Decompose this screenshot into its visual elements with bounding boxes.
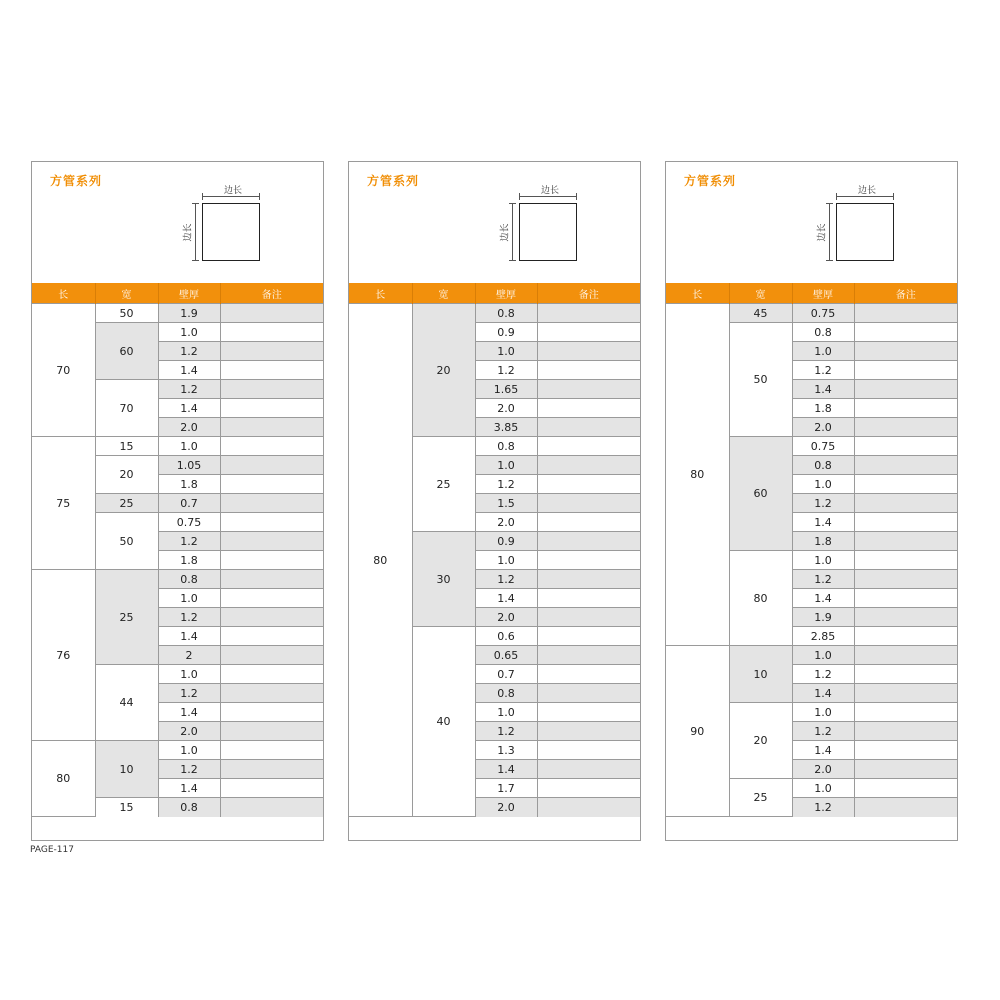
notes-cell bbox=[220, 513, 323, 532]
header-thickness: 壁厚 bbox=[475, 283, 537, 304]
thickness-cell: 1.8 bbox=[792, 399, 854, 418]
thickness-cell: 1.4 bbox=[158, 779, 220, 798]
notes-cell bbox=[220, 342, 323, 361]
notes-cell bbox=[220, 361, 323, 380]
width-cell: 80 bbox=[729, 551, 792, 646]
left-dimension-line bbox=[512, 203, 513, 261]
header-thickness: 壁厚 bbox=[158, 283, 220, 304]
notes-cell bbox=[220, 703, 323, 722]
left-dimension-label: 边长 bbox=[500, 223, 511, 242]
notes-cell bbox=[854, 646, 957, 665]
notes-cell bbox=[220, 323, 323, 342]
top-dimension-line bbox=[519, 196, 577, 197]
header-thickness: 壁厚 bbox=[792, 283, 854, 304]
notes-cell bbox=[537, 532, 640, 551]
notes-cell bbox=[220, 437, 323, 456]
width-cell: 60 bbox=[729, 437, 792, 551]
table-row bbox=[32, 304, 323, 323]
width-cell: 20 bbox=[729, 703, 792, 779]
notes-cell bbox=[537, 627, 640, 646]
header-length: 长 bbox=[349, 283, 412, 304]
width-cell: 25 bbox=[95, 494, 158, 513]
square-profile-icon bbox=[836, 203, 894, 261]
thickness-cell: 1.4 bbox=[475, 589, 537, 608]
table-row bbox=[32, 437, 323, 456]
square-tube-diagram bbox=[180, 188, 280, 270]
width-cell: 44 bbox=[95, 665, 158, 741]
thickness-cell: 1.2 bbox=[792, 494, 854, 513]
thickness-cell: 1.2 bbox=[475, 722, 537, 741]
notes-cell bbox=[537, 798, 640, 817]
notes-cell bbox=[854, 684, 957, 703]
header-notes: 备注 bbox=[220, 283, 323, 304]
square-tube-diagram bbox=[497, 188, 597, 270]
thickness-cell: 0.6 bbox=[475, 627, 537, 646]
width-cell: 20 bbox=[412, 304, 475, 437]
header-width: 宽 bbox=[412, 283, 475, 304]
header-notes: 备注 bbox=[537, 283, 640, 304]
table-body bbox=[32, 304, 323, 817]
length-cell: 80 bbox=[666, 304, 729, 646]
notes-cell bbox=[537, 608, 640, 627]
thickness-cell: 2.0 bbox=[792, 418, 854, 437]
thickness-cell: 1.4 bbox=[158, 703, 220, 722]
header-length: 长 bbox=[32, 283, 95, 304]
notes-cell bbox=[537, 551, 640, 570]
notes-cell bbox=[220, 418, 323, 437]
notes-cell bbox=[854, 551, 957, 570]
notes-cell bbox=[220, 570, 323, 589]
notes-cell bbox=[220, 760, 323, 779]
notes-cell bbox=[854, 741, 957, 760]
thickness-cell: 0.8 bbox=[475, 684, 537, 703]
width-cell: 45 bbox=[729, 304, 792, 323]
thickness-cell: 1.4 bbox=[158, 361, 220, 380]
table-row bbox=[32, 741, 323, 760]
notes-cell bbox=[220, 532, 323, 551]
width-cell: 15 bbox=[95, 437, 158, 456]
thickness-cell: 1.9 bbox=[792, 608, 854, 627]
thickness-cell: 1.3 bbox=[475, 741, 537, 760]
thickness-cell: 1.8 bbox=[792, 532, 854, 551]
thickness-cell: 1.9 bbox=[158, 304, 220, 323]
thickness-cell: 2.0 bbox=[475, 798, 537, 817]
notes-cell bbox=[220, 779, 323, 798]
width-cell: 10 bbox=[729, 646, 792, 703]
thickness-cell: 1.4 bbox=[792, 380, 854, 399]
left-dimension-line bbox=[829, 203, 830, 261]
notes-cell bbox=[220, 627, 323, 646]
width-cell: 25 bbox=[95, 570, 158, 665]
thickness-cell: 1.0 bbox=[792, 779, 854, 798]
notes-cell bbox=[537, 323, 640, 342]
thickness-cell: 0.8 bbox=[792, 323, 854, 342]
length-cell: 90 bbox=[666, 646, 729, 817]
table-row bbox=[349, 304, 640, 323]
notes-cell bbox=[537, 418, 640, 437]
thickness-cell: 2.85 bbox=[792, 627, 854, 646]
spec-table bbox=[666, 283, 957, 817]
width-cell: 20 bbox=[95, 456, 158, 494]
panel-header bbox=[349, 162, 640, 283]
notes-cell bbox=[854, 437, 957, 456]
notes-cell bbox=[537, 475, 640, 494]
header-length: 长 bbox=[666, 283, 729, 304]
thickness-cell: 2.0 bbox=[158, 418, 220, 437]
thickness-cell: 1.4 bbox=[792, 589, 854, 608]
spec-table bbox=[349, 283, 640, 817]
thickness-cell: 1.0 bbox=[792, 646, 854, 665]
spec-panel-1 bbox=[31, 161, 324, 841]
thickness-cell: 1.8 bbox=[158, 551, 220, 570]
thickness-cell: 1.5 bbox=[475, 494, 537, 513]
notes-cell bbox=[854, 722, 957, 741]
thickness-cell: 1.8 bbox=[158, 475, 220, 494]
notes-cell bbox=[854, 418, 957, 437]
notes-cell bbox=[854, 665, 957, 684]
notes-cell bbox=[854, 589, 957, 608]
notes-cell bbox=[537, 513, 640, 532]
length-cell: 80 bbox=[32, 741, 95, 817]
notes-cell bbox=[220, 722, 323, 741]
notes-cell bbox=[220, 494, 323, 513]
top-dimension-line bbox=[202, 196, 260, 197]
table-body bbox=[666, 304, 957, 817]
width-cell: 50 bbox=[95, 513, 158, 570]
thickness-cell: 0.75 bbox=[792, 304, 854, 323]
notes-cell bbox=[854, 627, 957, 646]
length-cell: 76 bbox=[32, 570, 95, 741]
notes-cell bbox=[537, 380, 640, 399]
top-dimension-label: 边长 bbox=[858, 186, 877, 196]
notes-cell bbox=[854, 475, 957, 494]
width-cell: 50 bbox=[95, 304, 158, 323]
notes-cell bbox=[537, 494, 640, 513]
thickness-cell: 1.2 bbox=[158, 760, 220, 779]
thickness-cell: 0.8 bbox=[158, 798, 220, 817]
notes-cell bbox=[220, 665, 323, 684]
width-cell: 25 bbox=[412, 437, 475, 532]
notes-cell bbox=[537, 437, 640, 456]
thickness-cell: 1.0 bbox=[475, 456, 537, 475]
left-dimension-label: 边长 bbox=[183, 223, 194, 242]
thickness-cell: 1.2 bbox=[792, 722, 854, 741]
notes-cell bbox=[220, 475, 323, 494]
notes-cell bbox=[537, 456, 640, 475]
notes-cell bbox=[854, 779, 957, 798]
table-header-row bbox=[349, 283, 640, 304]
thickness-cell: 2.0 bbox=[475, 513, 537, 532]
thickness-cell: 1.2 bbox=[475, 475, 537, 494]
notes-cell bbox=[854, 380, 957, 399]
notes-cell bbox=[537, 646, 640, 665]
thickness-cell: 0.8 bbox=[475, 304, 537, 323]
notes-cell bbox=[220, 380, 323, 399]
left-dimension-label: 边长 bbox=[817, 223, 828, 242]
header-width: 宽 bbox=[729, 283, 792, 304]
table-header-row bbox=[666, 283, 957, 304]
width-cell: 50 bbox=[729, 323, 792, 437]
thickness-cell: 0.8 bbox=[792, 456, 854, 475]
header-notes: 备注 bbox=[854, 283, 957, 304]
length-cell: 70 bbox=[32, 304, 95, 437]
thickness-cell: 1.2 bbox=[475, 361, 537, 380]
width-cell: 30 bbox=[412, 532, 475, 627]
thickness-cell: 1.05 bbox=[158, 456, 220, 475]
panel-header bbox=[666, 162, 957, 283]
thickness-cell: 1.0 bbox=[158, 665, 220, 684]
notes-cell bbox=[537, 589, 640, 608]
thickness-cell: 0.7 bbox=[475, 665, 537, 684]
notes-cell bbox=[854, 361, 957, 380]
thickness-cell: 0.9 bbox=[475, 532, 537, 551]
length-cell: 80 bbox=[349, 304, 412, 817]
table-row bbox=[666, 646, 957, 665]
thickness-cell: 0.8 bbox=[158, 570, 220, 589]
thickness-cell: 1.0 bbox=[792, 551, 854, 570]
series-title: 方管系列 bbox=[367, 174, 420, 188]
thickness-cell: 1.0 bbox=[158, 323, 220, 342]
thickness-cell: 2.0 bbox=[158, 722, 220, 741]
thickness-cell: 3.85 bbox=[475, 418, 537, 437]
header-width: 宽 bbox=[95, 283, 158, 304]
notes-cell bbox=[220, 646, 323, 665]
notes-cell bbox=[537, 760, 640, 779]
thickness-cell: 1.0 bbox=[792, 342, 854, 361]
thickness-cell: 2 bbox=[158, 646, 220, 665]
notes-cell bbox=[854, 532, 957, 551]
thickness-cell: 1.2 bbox=[792, 665, 854, 684]
notes-cell bbox=[854, 760, 957, 779]
table-row bbox=[666, 304, 957, 323]
thickness-cell: 1.2 bbox=[792, 798, 854, 817]
notes-cell bbox=[220, 456, 323, 475]
thickness-cell: 0.75 bbox=[792, 437, 854, 456]
thickness-cell: 0.8 bbox=[475, 437, 537, 456]
thickness-cell: 1.2 bbox=[792, 361, 854, 380]
thickness-cell: 1.0 bbox=[475, 703, 537, 722]
notes-cell bbox=[220, 684, 323, 703]
thickness-cell: 2.0 bbox=[475, 399, 537, 418]
thickness-cell: 1.0 bbox=[475, 342, 537, 361]
page-number: PAGE-117 bbox=[30, 845, 74, 855]
thickness-cell: 1.2 bbox=[158, 684, 220, 703]
thickness-cell: 1.2 bbox=[475, 570, 537, 589]
notes-cell bbox=[537, 342, 640, 361]
length-cell: 75 bbox=[32, 437, 95, 570]
thickness-cell: 1.2 bbox=[158, 532, 220, 551]
notes-cell bbox=[854, 323, 957, 342]
notes-cell bbox=[220, 741, 323, 760]
notes-cell bbox=[537, 304, 640, 323]
thickness-cell: 1.4 bbox=[158, 627, 220, 646]
notes-cell bbox=[220, 608, 323, 627]
series-title: 方管系列 bbox=[684, 174, 737, 188]
thickness-cell: 1.0 bbox=[792, 703, 854, 722]
top-dimension-label: 边长 bbox=[541, 186, 560, 196]
thickness-cell: 0.65 bbox=[475, 646, 537, 665]
width-cell: 15 bbox=[95, 798, 158, 817]
notes-cell bbox=[854, 304, 957, 323]
width-cell: 10 bbox=[95, 741, 158, 798]
thickness-cell: 0.75 bbox=[158, 513, 220, 532]
notes-cell bbox=[220, 551, 323, 570]
thickness-cell: 1.4 bbox=[158, 399, 220, 418]
square-tube-diagram bbox=[814, 188, 914, 270]
thickness-cell: 2.0 bbox=[475, 608, 537, 627]
thickness-cell: 1.4 bbox=[475, 760, 537, 779]
notes-cell bbox=[220, 589, 323, 608]
panel-header bbox=[32, 162, 323, 283]
notes-cell bbox=[220, 304, 323, 323]
thickness-cell: 1.0 bbox=[475, 551, 537, 570]
table-body bbox=[349, 304, 640, 817]
notes-cell bbox=[854, 342, 957, 361]
series-title: 方管系列 bbox=[50, 174, 103, 188]
thickness-cell: 1.0 bbox=[158, 741, 220, 760]
notes-cell bbox=[220, 798, 323, 817]
spec-table bbox=[32, 283, 323, 817]
notes-cell bbox=[537, 703, 640, 722]
notes-cell bbox=[854, 798, 957, 817]
notes-cell bbox=[854, 513, 957, 532]
top-dimension-line bbox=[836, 196, 894, 197]
notes-cell bbox=[537, 399, 640, 418]
thickness-cell: 0.9 bbox=[475, 323, 537, 342]
notes-cell bbox=[854, 494, 957, 513]
square-profile-icon bbox=[519, 203, 577, 261]
thickness-cell: 1.0 bbox=[158, 589, 220, 608]
thickness-cell: 0.7 bbox=[158, 494, 220, 513]
notes-cell bbox=[537, 361, 640, 380]
notes-cell bbox=[537, 741, 640, 760]
thickness-cell: 1.2 bbox=[158, 608, 220, 627]
thickness-cell: 1.4 bbox=[792, 741, 854, 760]
notes-cell bbox=[537, 722, 640, 741]
square-profile-icon bbox=[202, 203, 260, 261]
spec-panel-2 bbox=[348, 161, 641, 841]
top-dimension-label: 边长 bbox=[224, 186, 243, 196]
notes-cell bbox=[537, 779, 640, 798]
width-cell: 40 bbox=[412, 627, 475, 817]
notes-cell bbox=[854, 608, 957, 627]
notes-cell bbox=[220, 399, 323, 418]
width-cell: 60 bbox=[95, 323, 158, 380]
notes-cell bbox=[537, 570, 640, 589]
table-row bbox=[32, 570, 323, 589]
width-cell: 70 bbox=[95, 380, 158, 437]
thickness-cell: 1.4 bbox=[792, 513, 854, 532]
thickness-cell: 1.2 bbox=[792, 570, 854, 589]
left-dimension-line bbox=[195, 203, 196, 261]
notes-cell bbox=[854, 703, 957, 722]
thickness-cell: 1.0 bbox=[158, 437, 220, 456]
thickness-cell: 1.2 bbox=[158, 380, 220, 399]
notes-cell bbox=[854, 456, 957, 475]
table-header-row bbox=[32, 283, 323, 304]
thickness-cell: 1.2 bbox=[158, 342, 220, 361]
thickness-cell: 1.0 bbox=[792, 475, 854, 494]
notes-cell bbox=[854, 570, 957, 589]
spec-panel-3 bbox=[665, 161, 958, 841]
width-cell: 25 bbox=[729, 779, 792, 817]
thickness-cell: 1.4 bbox=[792, 684, 854, 703]
thickness-cell: 2.0 bbox=[792, 760, 854, 779]
notes-cell bbox=[537, 665, 640, 684]
notes-cell bbox=[537, 684, 640, 703]
thickness-cell: 1.65 bbox=[475, 380, 537, 399]
thickness-cell: 1.7 bbox=[475, 779, 537, 798]
notes-cell bbox=[854, 399, 957, 418]
